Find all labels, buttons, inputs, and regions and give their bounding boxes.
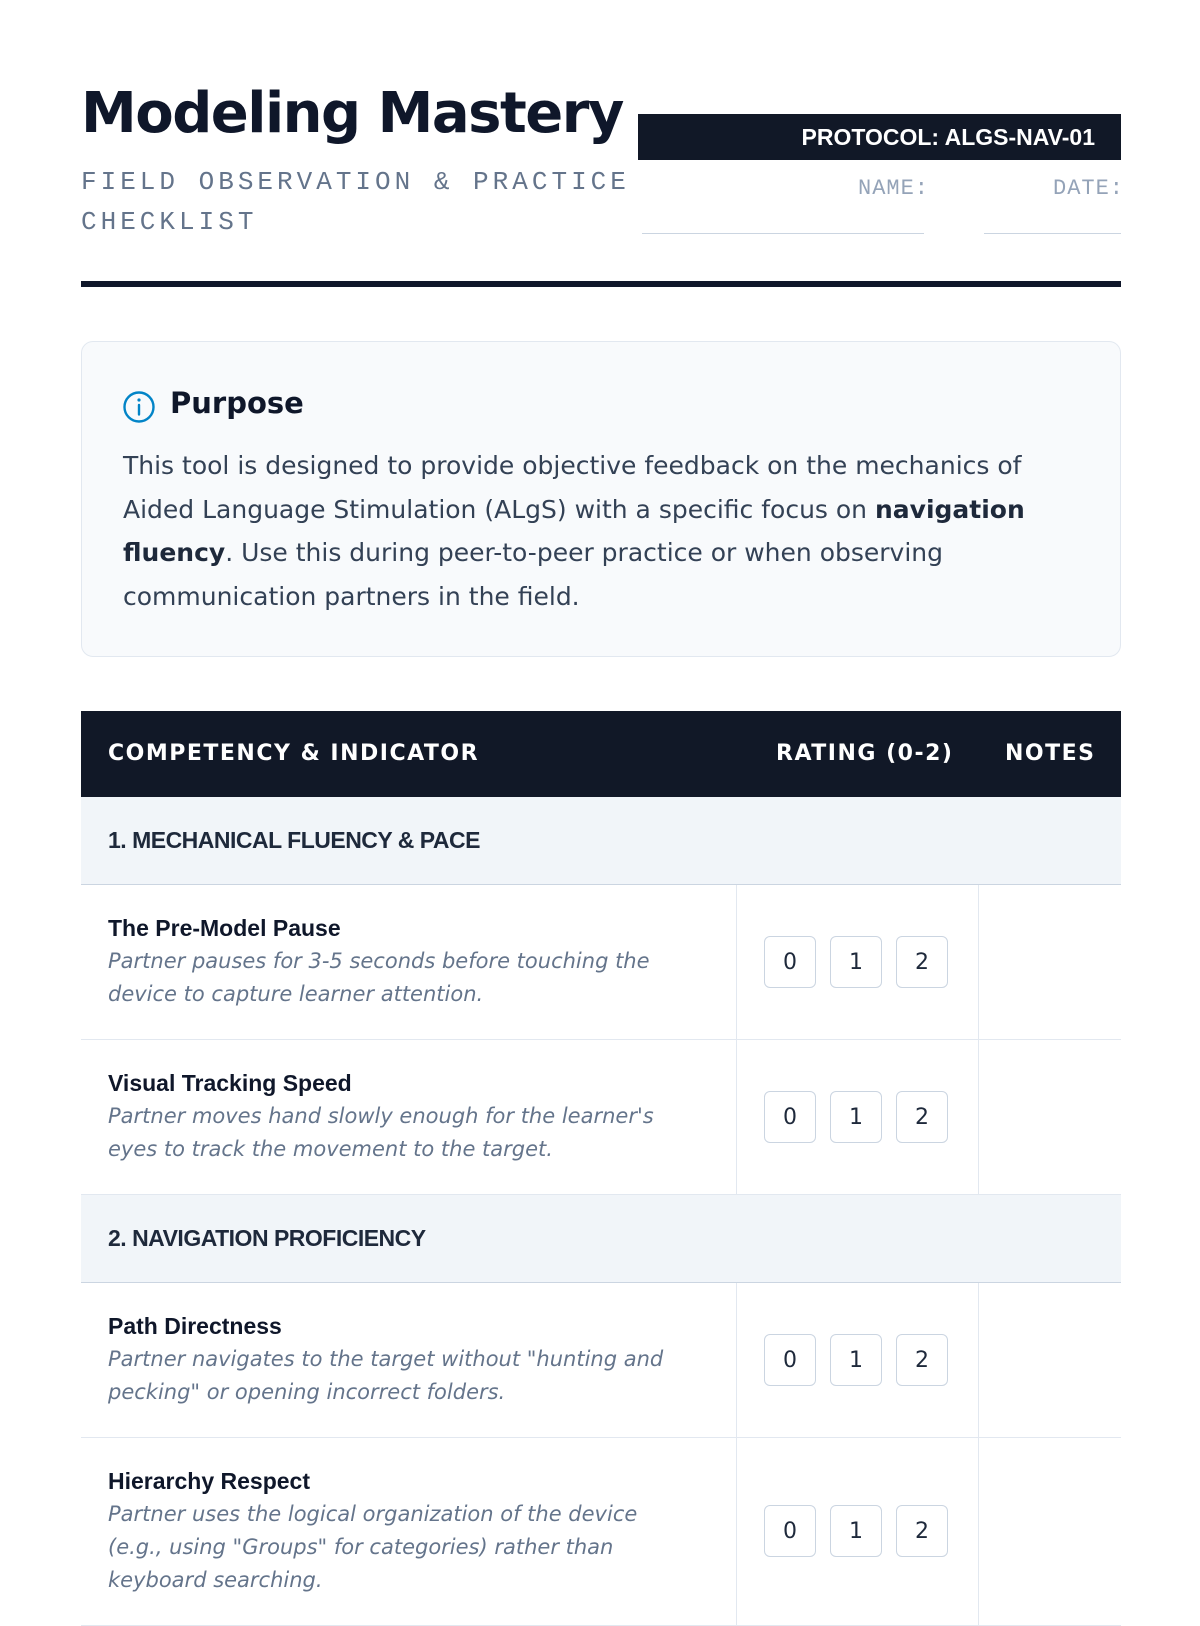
column-header-notes: NOTES — [1005, 741, 1096, 766]
rating-option-2[interactable]: 2 — [896, 1091, 948, 1143]
column-divider — [978, 1040, 979, 1194]
item-description: Partner uses the logical organization of the device (e.g., using "Groups" for categories) rather than keyboard searching. — [108, 1502, 638, 1592]
column-divider — [736, 1283, 737, 1437]
column-divider — [978, 885, 979, 1039]
notes-cell[interactable] — [980, 885, 1121, 1039]
rating-option-0[interactable]: 0 — [764, 1505, 816, 1557]
purpose-text-end: . Use this during peer-to-peer practice or when observing communication partners in the field. — [123, 538, 944, 611]
header-divider — [81, 281, 1121, 287]
item-title: Path Directness — [108, 1313, 282, 1339]
rating-option-2[interactable]: 2 — [896, 936, 948, 988]
date-field[interactable] — [984, 233, 1121, 234]
page-title: Modeling Mastery — [81, 81, 623, 146]
rating-option-1[interactable]: 1 — [830, 1091, 882, 1143]
rating-group — [764, 1091, 948, 1143]
purpose-text — [123, 444, 1083, 618]
rating-option-2[interactable]: 2 — [896, 1505, 948, 1557]
rating-option-0[interactable]: 0 — [764, 936, 816, 988]
item-title: Hierarchy Respect — [108, 1468, 310, 1494]
column-divider — [978, 1438, 979, 1625]
column-divider — [736, 885, 737, 1039]
purpose-text-start: This tool is designed to provide objective feedback on the mechanics of Aided Language Stimulation (ALgS) with a specific focus on — [123, 451, 1022, 524]
item-description: Partner navigates to the target without "hunting and pecking" or opening incorrect folders. — [108, 1347, 664, 1404]
column-divider — [736, 1438, 737, 1625]
column-header-competency: COMPETENCY & INDICATOR — [108, 741, 480, 766]
rating-option-1[interactable]: 1 — [830, 1505, 882, 1557]
column-header-rating: RATING (0-2) — [776, 741, 954, 766]
name-label: NAME: — [858, 176, 930, 201]
date-label: DATE: — [1053, 176, 1125, 201]
section-row — [81, 797, 1121, 885]
item-description: Partner moves hand slowly enough for the learner's eyes to track the movement to the target. — [108, 1104, 654, 1161]
column-divider — [978, 1283, 979, 1437]
rating-group — [764, 1505, 948, 1557]
purpose-heading: Purpose — [170, 386, 304, 420]
protocol-label: PROTOCOL: ALGS-NAV-01 — [801, 123, 1095, 150]
item-title: The Pre-Model Pause — [108, 915, 341, 941]
name-field[interactable] — [642, 233, 924, 234]
rating-option-0[interactable]: 0 — [764, 1091, 816, 1143]
table-row — [81, 885, 1121, 1040]
notes-cell[interactable] — [980, 1438, 1121, 1625]
table-header — [81, 711, 1121, 797]
table-row — [81, 1283, 1121, 1438]
column-divider — [736, 1040, 737, 1194]
notes-cell[interactable] — [980, 1040, 1121, 1194]
item-title: Visual Tracking Speed — [108, 1070, 352, 1096]
info-circle-icon — [122, 390, 156, 424]
protocol-badge — [638, 114, 1121, 160]
rating-option-2[interactable]: 2 — [896, 1334, 948, 1386]
table-row — [81, 1040, 1121, 1195]
competency-table — [81, 711, 1121, 1626]
page-subtitle: FIELD OBSERVATION & PRACTICE CHECKLIST — [81, 167, 630, 237]
section-row — [81, 1195, 1121, 1283]
rating-option-1[interactable]: 1 — [830, 936, 882, 988]
rating-group — [764, 936, 948, 988]
notes-cell[interactable] — [980, 1283, 1121, 1437]
item-description: Partner pauses for 3-5 seconds before touching the device to capture learner attention. — [108, 949, 650, 1006]
purpose-box — [81, 341, 1121, 657]
section-title: 2. NAVIGATION PROFICIENCY — [108, 1225, 426, 1251]
table-row — [81, 1438, 1121, 1626]
rating-group — [764, 1334, 948, 1386]
rating-option-1[interactable]: 1 — [830, 1334, 882, 1386]
section-title: 1. MECHANICAL FLUENCY & PACE — [108, 827, 480, 853]
purpose-text-emphasis: navigation fluency — [123, 494, 1025, 567]
rating-option-0[interactable]: 0 — [764, 1334, 816, 1386]
